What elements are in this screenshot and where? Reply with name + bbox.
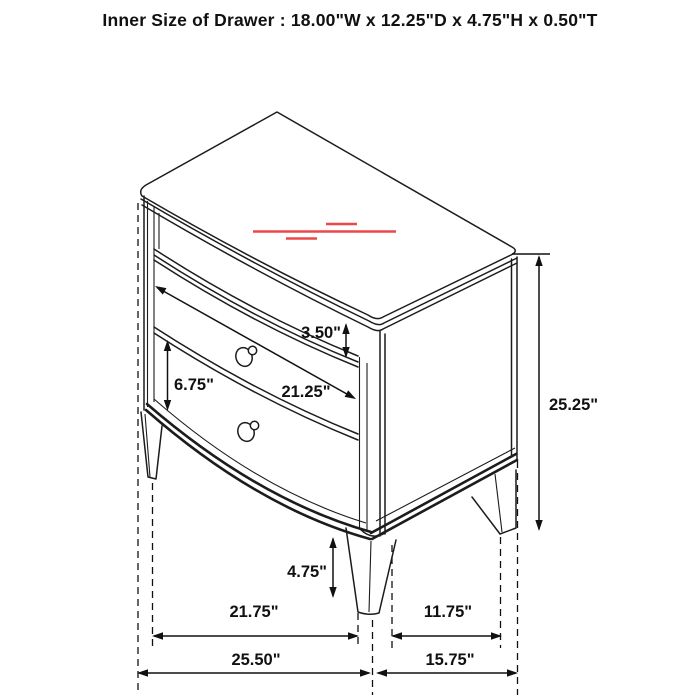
dim-overall-width — [137, 651, 371, 677]
top-face — [141, 112, 517, 331]
dim-leg-height — [287, 537, 337, 598]
dim-overall-depth — [376, 651, 518, 677]
left-stile — [144, 196, 154, 410]
dim-label-shelf-opening-height: 3.50" — [301, 324, 341, 342]
dim-label-bottom-drawer-front-height: 6.75" — [174, 376, 214, 394]
dim-side-leg-span — [391, 603, 502, 640]
dim-label-drawer-front-width: 21.25" — [281, 383, 331, 401]
dim-label-leg-height: 4.75" — [287, 563, 327, 581]
dim-label-overall-depth: 15.75" — [425, 651, 475, 669]
dim-label-overall-width: 25.50" — [231, 651, 281, 669]
knob-icon — [235, 420, 258, 443]
dim-label-side-leg-span: 11.75" — [423, 603, 473, 621]
front-corner-post — [360, 331, 386, 536]
front-center-leg — [346, 528, 396, 614]
dim-bottom-drawer-front-height — [164, 340, 214, 411]
dim-label-front-leg-span: 21.75" — [229, 603, 279, 621]
dim-front-leg-span — [152, 603, 359, 640]
knob-icon — [233, 345, 256, 368]
dim-overall-height — [512, 254, 598, 531]
nightstand-drawing — [141, 112, 517, 614]
drawer-lower — [154, 333, 366, 523]
page-title: Inner Size of Drawer : 18.00"W x 12.25"D x 4.75"H x 0.50"T — [102, 10, 598, 30]
dim-label-overall-height: 25.25" — [549, 396, 599, 414]
